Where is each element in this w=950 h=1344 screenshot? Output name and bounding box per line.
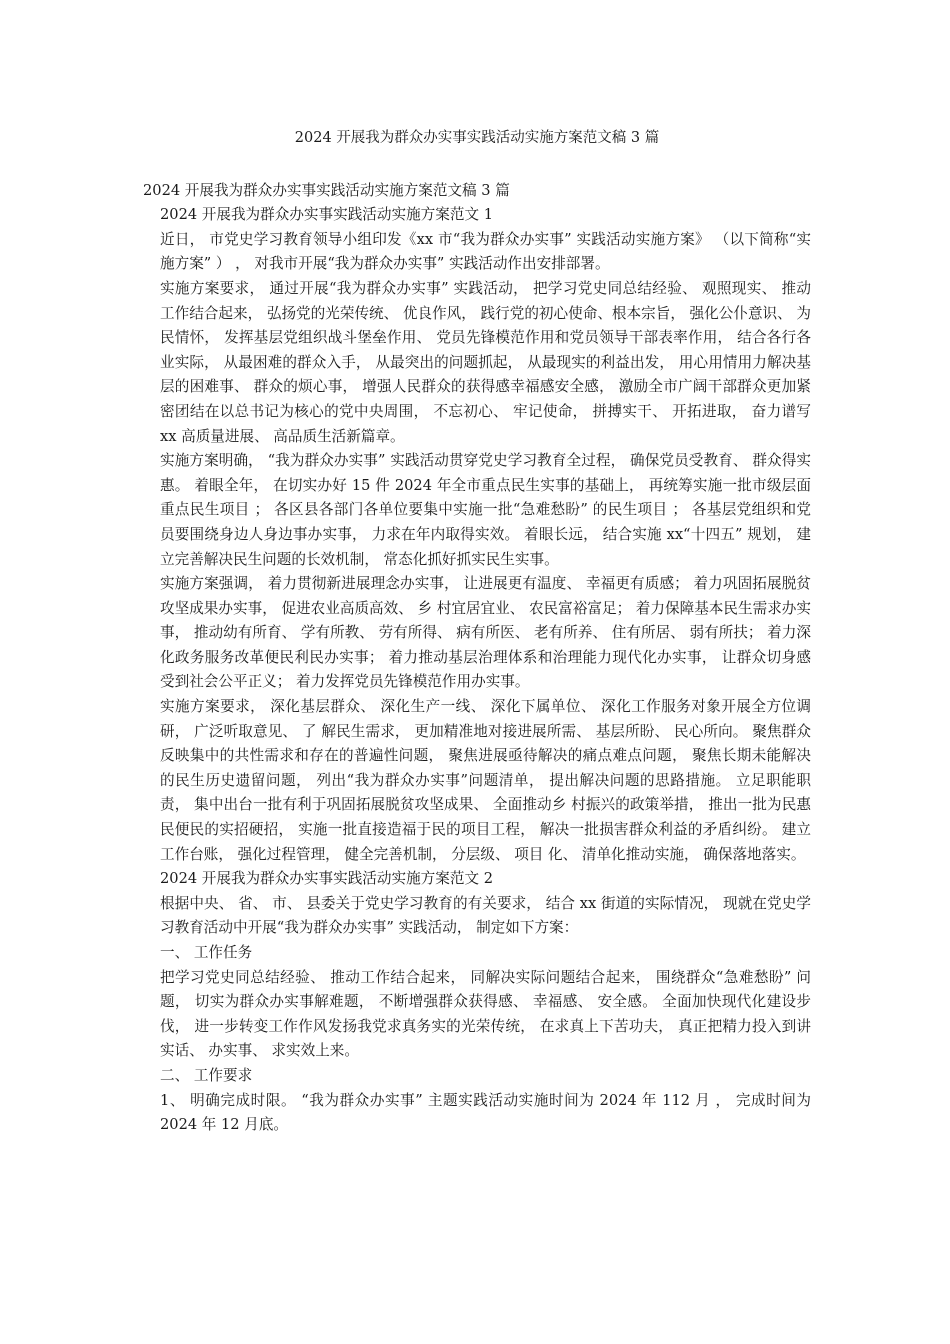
section-2-heading: 2024 开展我为群众办实事实践活动实施方案范文 2	[160, 870, 493, 888]
paragraph-6: 根据中央、 省、 市、 县委关于党史学习教育的有关要求， 结合 xx 街道的实际情况， 现就在党史学习教育活动中开展“我为群众办实事” 实践活动， 制定如下方案：	[160, 894, 811, 937]
paragraph-5: 实施方案要求， 深化基层群众、 深化生产一线、 深化下属单位、 深化工作服务对象开展全方位调研， 广泛听取意见、 了 解民生需求， 更加精准地对接进展所需、 基层所盼、 民心所向。 聚焦群众反映集中的共性需求和存在的普遍性问题， 聚焦进展亟待解决的痛点难点问题， 聚焦长期未能解决的民生历史遗留问题， 列出“我为群众办实事”问题清单， 提出解决问题的思路措施。 立足职能职责， 集中出台一批有利于巩固拓展脱贫攻坚成果、 全面推动乡 村振兴的政策举措， 推出一批为民惠民便民的实招硬招， 实施一批直接造福于民的项目工程， 解决一批损害群众利益的矛盾纠纷。 建立工作台账， 强化过程管理， 健全完善机制， 分层级、 项目 化、 清单化推动实施， 确保落地落实。	[160, 698, 811, 863]
paragraph-4: 实施方案强调， 着力贯彻新进展理念办实事， 让进展更有温度、 幸福更有质感； 着力巩固拓展脱贫攻坚成果办实事， 促进农业高质高效、 乡 村宜居宜业、 农民富裕富足； 着力保障基本民生需求办实事， 推动幼有所育、 学有所教、 劳有所得、 病有所医、 老有所养、 住有所居、 弱有所扶； 着力深化政务服务改革便民利民办实事； 着力推动基层治理体系和治理能力现代化办实事， 让群众切身感受到社会公平正义； 着力发挥党员先锋模范作用办实事。	[160, 575, 811, 691]
document-subtitle: 2024 开展我为群众办实事实践活动实施方案范文稿 3 篇	[143, 181, 510, 199]
section-1-heading: 2024 开展我为群众办实事实践活动实施方案范文 1	[160, 206, 493, 224]
paragraph-8: 1、 明确完成时限。 “我为群众办实事” 主题实践活动实施时间为 2024 年 112 月 ， 完成时间为 2024 年 12 月底。	[160, 1091, 811, 1134]
document-title: 2024 开展我为群众办实事实践活动实施方案范文稿 3 篇	[294, 130, 660, 146]
document-page	[143, 126, 811, 1138]
paragraph-7: 把学习党史同总结经验、 推动工作结合起来， 同解决实际问题结合起来， 围绕群众“急难愁盼” 问题， 切实为群众办实事解难题， 不断增强群众获得感、 幸福感、 安全感。 全面加快现代化建设步伐， 进一步转变工作作风发扬我党求真务实的光荣传统， 在求真上下苦功夫， 真正把精力投入到讲实话、 办实事、 求实效上来。	[160, 968, 811, 1060]
heading-work-tasks: 一、 工作任务	[160, 944, 253, 961]
paragraph-1: 近日， 市党史学习教育领导小组印发《xx 市“我为群众办实事” 实践活动实施方案》 （以下简称“实施方案” ） ， 对我市开展“我为群众办实事” 实践活动作出安排部署。	[160, 230, 811, 273]
paragraph-2: 实施方案要求， 通过开展“我为群众办实事” 实践活动， 把学习党史同总结经验、 观照现实、 推动工作结合起来， 弘扬党的光荣传统、 优良作风， 践行党的初心使命、根本宗旨， 强化公仆意识、 为民情怀， 发挥基层党组织战斗堡垒作用、 党员先锋模范作用和党员领导干部表率作用， 结合各行各业实际， 从最困难的群众入手， 从最突出的问题抓起， 从最现实的利益出发， 用心用情用力解决基层的困难事、 群众的烦心事， 增强人民群众的获得感幸福感安全感， 激励全市广阔干部群众更加紧密团结在以总书记为核心的党中央周围， 不忘初心、 牢记使命， 拼搏实干、 开拓进取， 奋力谱写 xx 高质量进展、 高品质生活新篇章。	[160, 279, 811, 445]
paragraph-3: 实施方案明确， “我为群众办实事” 实践活动贯穿党史学习教育全过程， 确保党员受教育、 群众得实惠。 着眼全年， 在切实办好 15 件 2024 年全市重点民生实事的基础上， 再统筹实施一批市级层面重点民生项目 ； 各区县各部门各单位要集中实施一批“急难愁盼” 的民生项目 ； 各基层党组织和党员要围绕身边人身边事办实事， 力求在年内取得实效。 着眼长远， 结合实施 xx“十四五” 规划， 建立完善解决民生问题的长效机制， 常态化抓好抓实民生实事。	[160, 452, 811, 568]
heading-work-requirements: 二、 工作要求	[160, 1066, 253, 1084]
